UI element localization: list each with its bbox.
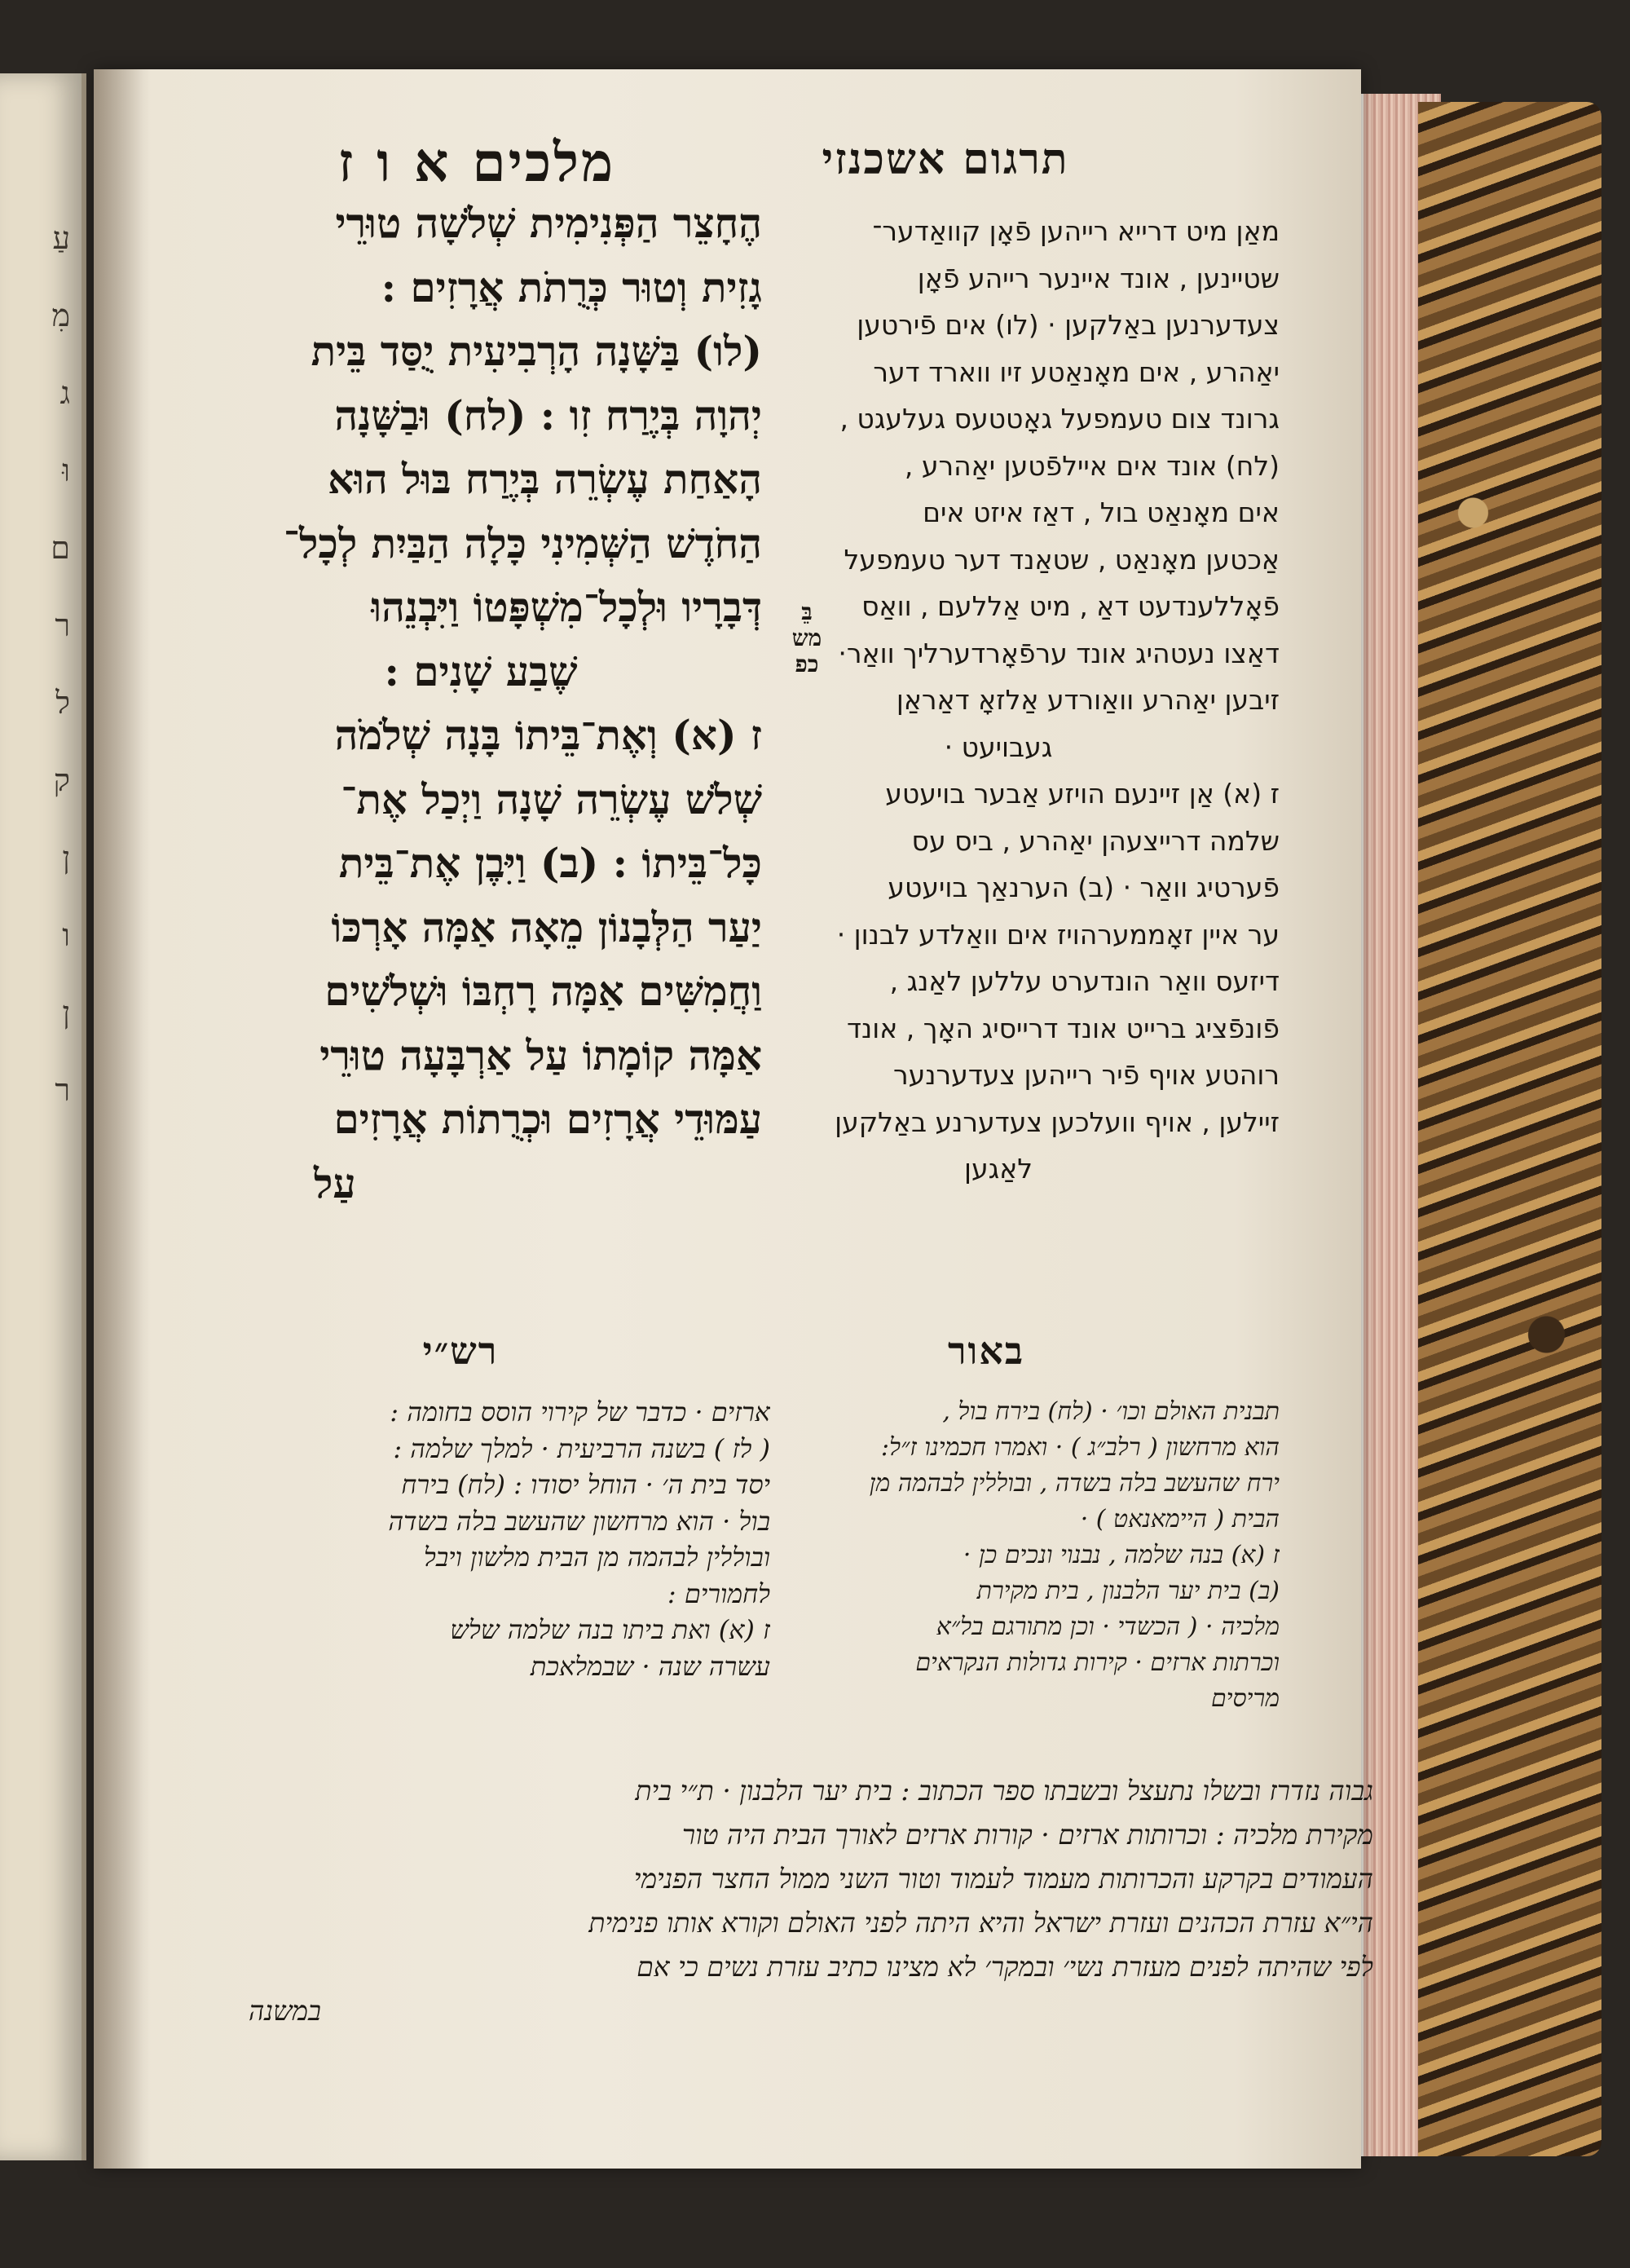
rashi-continuation bbox=[200, 1769, 1373, 2033]
facing-page-letter: ן bbox=[62, 840, 70, 876]
rashi-line: יסד בית ה׳ · הוחל יסודו : (לח) בירח bbox=[401, 1469, 770, 1500]
verse-line: (לו) בַּשָּׁנָה הָרְבִיעִית יֻסַּד בֵּית bbox=[311, 327, 762, 375]
verse-line: שְׁלֹשׁ עֶשְׂרֵה שָׁנָה וַיְכַל אֶת־ bbox=[341, 774, 762, 823]
targum-header: תרגום אשכנזי bbox=[822, 135, 1069, 184]
biur-line: תבנית האולם וכו׳ · (לח) בירח בול , bbox=[942, 1397, 1280, 1426]
rashi-line: לחמורים : bbox=[667, 1577, 770, 1609]
targum-column bbox=[717, 208, 1280, 1193]
rashi-line: ( לז ) בשנה הרביעית · למלך שלמה : bbox=[393, 1432, 770, 1464]
targum-line: פֿערטיג וואַר · (ב) הערנאַך בויעטע bbox=[888, 871, 1280, 903]
rashi-commentary bbox=[200, 1394, 770, 1684]
biur-line: וכרתות ארזים · קירות גדולות הנקראים bbox=[915, 1648, 1280, 1677]
targum-line: שלמה דרייצעהן יאַהרע , ביס עס bbox=[911, 824, 1280, 857]
verse-line: כָּל־בֵּיתוֹ : (ב) וַיִּבֶן אֶת־בֵּית bbox=[338, 839, 762, 887]
facing-page-letter: ר bbox=[55, 607, 70, 643]
facing-page-letter: וּ bbox=[62, 452, 70, 488]
verse-line: עַמּוּדֵי אֲרָזִים וּכְרֻתוֹת אֲרָזִים bbox=[333, 1095, 762, 1143]
targum-line: דאַצו נעטהיג אונד ערפֿאָרדערליך וואַר· bbox=[838, 637, 1280, 669]
targum-line: גרונד צום טעמפעל גאָטטעס געלעגט , bbox=[839, 403, 1280, 435]
biur-line: ז (א) בנה שלמה , נבנוי ונכים כן · bbox=[963, 1541, 1280, 1569]
hebrew-text-column bbox=[200, 192, 762, 1216]
biur-commentary bbox=[709, 1394, 1280, 1717]
targum-line: שטיינען , אונד איינער רייהע פֿאָן bbox=[917, 262, 1280, 294]
verse-line: עַל bbox=[314, 1158, 356, 1207]
rashi-line: מקירת מלכיה : וכרותות ארזים · קורות ארזים לאורך הבית היה טור bbox=[681, 1819, 1373, 1851]
verse-line: גָזִית וְטוּר כְּרֻתֹת אֲרָזִים : bbox=[381, 263, 762, 311]
facing-page-edge bbox=[0, 73, 86, 2160]
biur-line: הבית ( היימאנאט ) · bbox=[1080, 1505, 1280, 1533]
facing-page-letter: ק bbox=[53, 762, 70, 798]
verse-line: הַחֹדֶשׁ הַשְּׁמִינִי כָּלָה הַבַּיִת לְכָל־ bbox=[283, 518, 762, 567]
gutter-shadow bbox=[94, 69, 151, 2169]
biur-line: מלכיה · ( הכשדי · וכן מתורגם בל״א bbox=[936, 1613, 1280, 1641]
biur-line: (ב) בית יער הלבנון , בית מקירת bbox=[976, 1577, 1280, 1605]
rashi-line: לפי שהיתה לפנים מעזרת נשי׳ ובמקר׳ לא מצינו כתיב עזרת נשים כי אם bbox=[637, 1951, 1373, 1983]
middle-margin-notes bbox=[786, 599, 827, 677]
biur-line: הוא מרחשון ( רלב״ג ) · ואמרו חכמינו ז״ל: bbox=[880, 1433, 1280, 1462]
targum-line: אים מאָנאַט בול , דאַז איזט אים bbox=[923, 496, 1280, 528]
verse-line: דְּבָרָיו וּלְכָל־מִשְׁפָּטוֹ וַיִּבְנֵהוּ bbox=[371, 583, 762, 631]
targum-line: געבויעט · bbox=[944, 730, 1053, 763]
targum-line: לאַגען bbox=[963, 1153, 1033, 1185]
targum-line: (לח) אונד אים איילפֿטען יאַהרע , bbox=[904, 449, 1280, 482]
verse-line: הָאַחַת עֶשְׂרֵה בְּיֶרַח בּוּל הוּא bbox=[328, 455, 762, 503]
targum-line: זיילען , אויף וועלכען צעדערנע באַלקען bbox=[835, 1105, 1280, 1138]
rashi-line: ארזים · כדבר של קירוי הוסס בחומה : bbox=[390, 1397, 770, 1427]
facing-page-letter: מִ bbox=[51, 298, 70, 333]
facing-page-letter: ל bbox=[55, 685, 70, 721]
facing-page-letter: ו bbox=[62, 917, 70, 953]
book-chapter-header: מלכים א ו ז bbox=[337, 130, 616, 194]
targum-line: פֿאָללענדעט דאַ , מיט אַללעם , וואַס bbox=[861, 590, 1280, 622]
verse-line: אַמָּה קוֹמָתוֹ עַל אַרְבָּעָה טוּרֵי bbox=[319, 1030, 762, 1079]
targum-line: ער איין זאָממערהויז אים וואַלדע לבנון · bbox=[836, 918, 1280, 951]
facing-page-letter: עַ bbox=[52, 220, 70, 256]
targum-line: רוהטע אויף פֿיר רייהען צעדערנער bbox=[893, 1059, 1280, 1091]
rashi-line: העמודים בקרקע והכרותות מעמוד לעמוד וטור השני ממול החצר הפנימי bbox=[633, 1863, 1373, 1895]
targum-line: ז (א) אַן זיינעם הויזע אַבער בויעטע bbox=[885, 778, 1280, 810]
rashi-line: בול · הוא מרחשון שהעשב בלה בשדה bbox=[388, 1505, 770, 1537]
targum-line: מאַן מיט דרייא רייהען פֿאָן קוואַדער־ bbox=[872, 215, 1280, 247]
book-page bbox=[94, 69, 1373, 2169]
rashi-line: ז (א) ואת ביתו בנה שלמה שלש bbox=[450, 1614, 770, 1645]
rashi-line: הי״א עזרת הכהנים ועזרת ישראל והיא היתה לפני האולם וקורא אותו פנימית bbox=[588, 1907, 1373, 1939]
verse-line: ז (א) וְאֶת־בֵּיתוֹ בָּנָה שְׁלֹמֹה bbox=[334, 711, 762, 759]
margin-note: מש bbox=[791, 624, 822, 651]
rashi-line: עשרה שנה · שבמלאכת bbox=[530, 1650, 770, 1682]
verse-line: וַחֲמִשִּׁים אַמָּה רָחְבּוֹ וּשְׁלֹשִׁים bbox=[324, 967, 762, 1015]
verse-line: יְהוָה בְּיֶרַח זִו : (לח) וּבַשָּׁנָה bbox=[334, 391, 762, 439]
rashi-line: ובוללין לבהמה מן הבית מלשון ויבל bbox=[423, 1542, 770, 1573]
rashi-line: גבוה נזדרז ובשלו נתעצל ובשבתו ספר הכתוב : בית יער הלבנון · ת״י בית bbox=[635, 1775, 1373, 1807]
biur-line: מריסים bbox=[1210, 1684, 1280, 1713]
verse-line: שֶׁבַע שָׁנִים : bbox=[384, 646, 578, 695]
margin-note: כפ bbox=[795, 651, 819, 677]
verse-line: הֶחָצֵר הַפְּנִימִית שְׁלֹשָׁה טוּרֵי bbox=[335, 199, 762, 247]
biur-header: באור bbox=[947, 1329, 1025, 1373]
verse-line: יַעַר הַלְּבָנוֹן מֵאָה אַמָּה אָרְכּוֹ bbox=[331, 902, 762, 951]
facing-page-letter: ם bbox=[51, 530, 70, 566]
targum-line: יאַהרע , אים מאָנאַטע זיו ווארד דער bbox=[873, 355, 1280, 388]
targum-line: צעדערנען באַלקען · (לו) אים פֿירטען bbox=[857, 309, 1280, 341]
targum-line: דיזעס וואַר הונדערט עללען לאַנג , bbox=[889, 965, 1280, 997]
targum-line: אַכטען מאָנאַט , שטאַנד דער טעמפעל bbox=[844, 543, 1280, 576]
facing-page-letter: ג bbox=[59, 375, 70, 411]
margin-note: בֵּ bbox=[801, 598, 813, 625]
facing-page-letter: ר bbox=[55, 1072, 70, 1108]
rashi-line: במשנה bbox=[249, 1995, 321, 2027]
targum-line: פֿונפֿציג ברייט אונד דרייסיג האָך , אונד bbox=[847, 1012, 1280, 1044]
facing-page-letter: ן bbox=[62, 995, 70, 1030]
targum-line: זיבען יאַהרע וואַורדע אַלזאָ דאַראַן bbox=[896, 684, 1280, 716]
biur-line: ירח שהעשב בלה בשדה , ובוללין לבהמה מן bbox=[869, 1469, 1280, 1498]
marbled-cover bbox=[1418, 102, 1601, 2156]
rashi-header: רש״י bbox=[422, 1329, 499, 1373]
